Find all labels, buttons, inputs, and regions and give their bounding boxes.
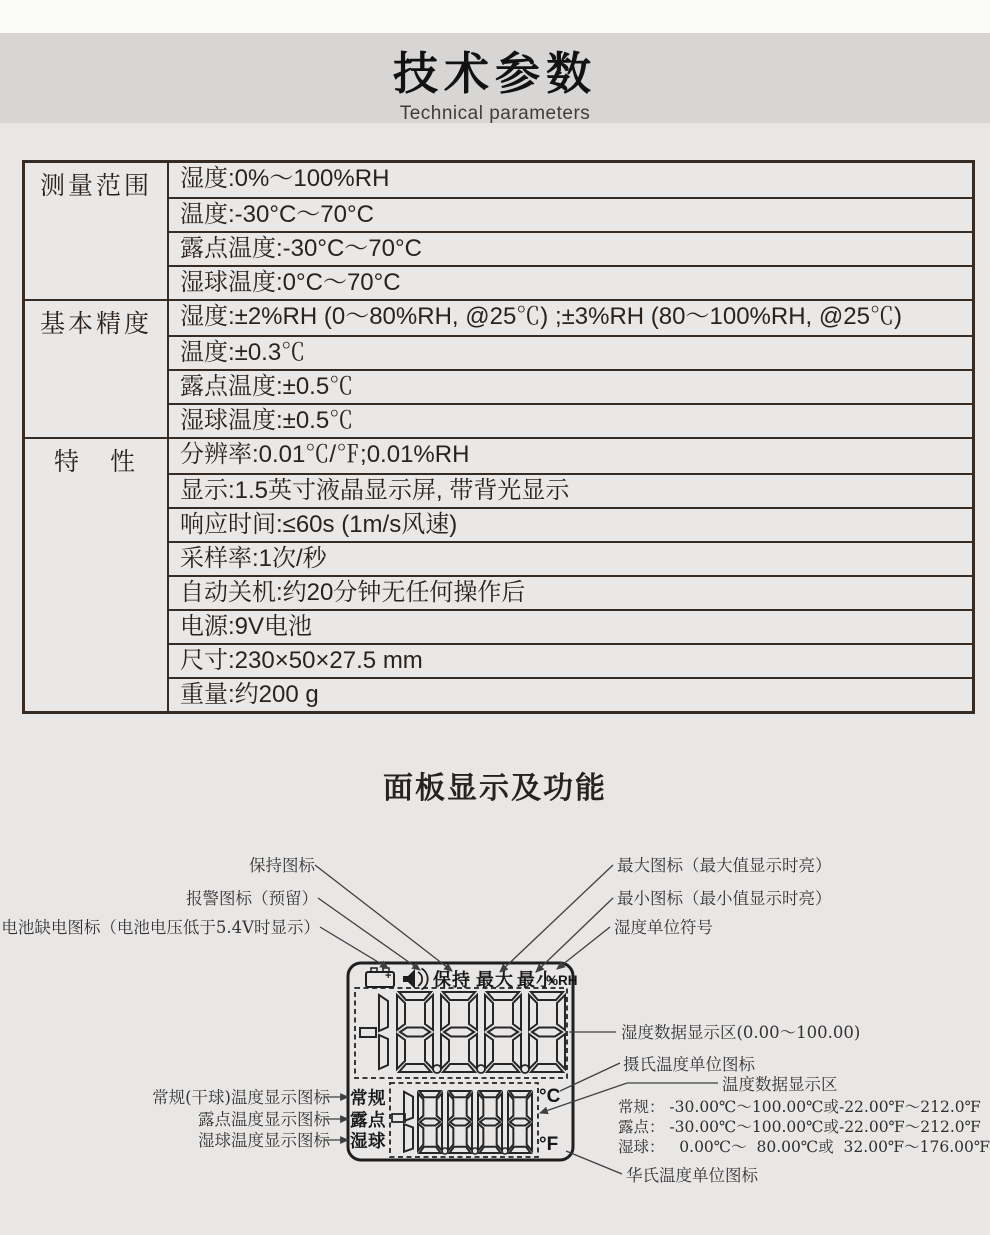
lcd-min-text: 最小 bbox=[517, 970, 555, 990]
table-row: 采样率:1次/秒 bbox=[169, 541, 972, 575]
table-row: 温度:-30°C～70°C bbox=[169, 197, 972, 231]
callout-normal-icon-label: 常规(干球)温度显示图标 bbox=[152, 1088, 330, 1107]
decimal-point bbox=[433, 1065, 441, 1073]
table-row: 尺寸:230×50×27.5 mm bbox=[169, 643, 972, 677]
page-title: 技术参数 bbox=[392, 48, 597, 99]
decimal-point bbox=[477, 1065, 485, 1073]
table-row: 响应时间:≤60s (1m/s风速) bbox=[169, 507, 972, 541]
table-row: 显示:1.5英寸液晶显示屏, 带背光显示 bbox=[169, 473, 972, 507]
temp-range-normal: 常规： -30.00℃～100.00℃或-22.00℉～212.0℉ bbox=[618, 1098, 981, 1116]
callout-line-min bbox=[536, 898, 613, 972]
minus-segment bbox=[360, 1028, 376, 1037]
lcd-fahrenheit-unit: °F bbox=[539, 1134, 559, 1155]
svg-text:+: + bbox=[385, 970, 392, 982]
alarm-speaker-icon bbox=[403, 969, 428, 990]
table-row: 电源:9V电池 bbox=[169, 609, 972, 643]
lcd-mode-normal-text: 常规 bbox=[350, 1088, 386, 1108]
group-label: 测量范围 bbox=[25, 163, 169, 299]
seven-segment-digit bbox=[397, 992, 433, 1072]
callout-line-max bbox=[500, 865, 613, 972]
callout-dew-icon-label: 露点温度显示图标 bbox=[198, 1110, 330, 1129]
callout-line-rh bbox=[557, 927, 610, 969]
temp-range-dew: 露点： -30.00℃～100.00℃或-22.00℉～212.0℉ bbox=[618, 1118, 981, 1136]
table-row: 露点温度:-30°C～70°C bbox=[169, 231, 972, 265]
spec-group-features bbox=[25, 437, 972, 711]
callout-line-hold bbox=[315, 865, 452, 971]
top-strip bbox=[0, 0, 990, 33]
lcd-hold-text: 保持 bbox=[433, 970, 471, 990]
lcd-mode-wet-text: 湿球 bbox=[350, 1131, 386, 1151]
lcd-mode-dew-text: 露点 bbox=[350, 1110, 386, 1130]
table-row: 湿度:±2%RH (0～80%RH, @25℃) ;±3%RH (80～100%RH, @25℃) bbox=[180, 303, 902, 330]
lcd-celsius-unit: °C bbox=[539, 1086, 561, 1107]
section2-title: 面板显示及功能 bbox=[383, 772, 607, 805]
table-row: 露点温度:±0.5℃ bbox=[169, 369, 972, 403]
group-rows bbox=[169, 163, 972, 299]
panel-diagram bbox=[0, 820, 990, 1235]
group-label: 基本精度 bbox=[25, 301, 169, 437]
title-band bbox=[0, 33, 990, 123]
callout-line-fahrenheit bbox=[566, 1151, 622, 1174]
callout-hold-label: 保持图标 bbox=[249, 856, 315, 875]
battery-low-icon bbox=[366, 968, 394, 987]
callout-line-battery bbox=[320, 927, 388, 968]
seven-segment-digit bbox=[478, 1091, 502, 1153]
group-rows bbox=[169, 439, 972, 711]
callout-rh-unit-label: 湿度单位符号 bbox=[614, 918, 713, 937]
temp-range-wet: 湿球： 0.00℃～ 80.00℃或 32.00℉～176.00℉ bbox=[618, 1138, 990, 1156]
seven-segment-digit bbox=[529, 992, 565, 1072]
table-row: 分辨率:0.01℃/℉;0.01%RH bbox=[180, 441, 470, 468]
seven-segment-digit bbox=[441, 992, 477, 1072]
callout-celsius-icon-label: 摄氏温度单位图标 bbox=[623, 1055, 755, 1074]
seven-segment-digit bbox=[418, 1091, 442, 1153]
seven-segment-digit bbox=[508, 1091, 532, 1153]
group-rows bbox=[169, 301, 972, 437]
callout-battery-label: 电池缺电图标（电池电压低于5.4V时显示） bbox=[1, 918, 320, 937]
callout-wet-icon-label: 湿球温度显示图标 bbox=[198, 1131, 330, 1150]
callout-temp-area-label: 温度数据显示区 bbox=[722, 1075, 838, 1094]
seven-segment-digit bbox=[448, 1091, 472, 1153]
table-row: 湿球温度:0°C～70°C bbox=[169, 265, 972, 299]
decimal-point bbox=[521, 1065, 529, 1073]
table-row: 湿球温度:±0.5℃ bbox=[169, 403, 972, 437]
seven-segment-digit bbox=[485, 992, 521, 1072]
table-row: 自动关机:约20分钟无任何操作后 bbox=[169, 575, 972, 609]
spec-group-accuracy bbox=[25, 299, 972, 437]
table-row: 温度:±0.3℃ bbox=[169, 335, 972, 369]
callout-fahrenheit-icon-label: 华氏温度单位图标 bbox=[626, 1166, 758, 1185]
lcd-max-text: 最大 bbox=[476, 970, 514, 990]
group-label: 特 性 bbox=[25, 439, 169, 711]
lcd-rh-unit-text: %RH bbox=[546, 973, 578, 988]
spec-table bbox=[22, 160, 975, 714]
callout-humidity-area-label: 湿度数据显示区(0.00～100.00) bbox=[621, 1023, 861, 1042]
page-subtitle: Technical parameters bbox=[399, 103, 591, 124]
table-row: 湿度:0%～100%RH bbox=[180, 165, 390, 192]
callout-max-label: 最大图标（最大值显示时亮） bbox=[617, 856, 832, 875]
callout-alarm-label: 报警图标（预留） bbox=[186, 889, 318, 908]
callout-line-celsius bbox=[560, 1063, 620, 1091]
spec-group-range bbox=[25, 163, 972, 299]
table-row: 重量:约200 g bbox=[169, 677, 972, 711]
callout-min-label: 最小图标（最小值显示时亮） bbox=[617, 889, 832, 908]
seven-segment-digit-1 bbox=[379, 995, 388, 1069]
